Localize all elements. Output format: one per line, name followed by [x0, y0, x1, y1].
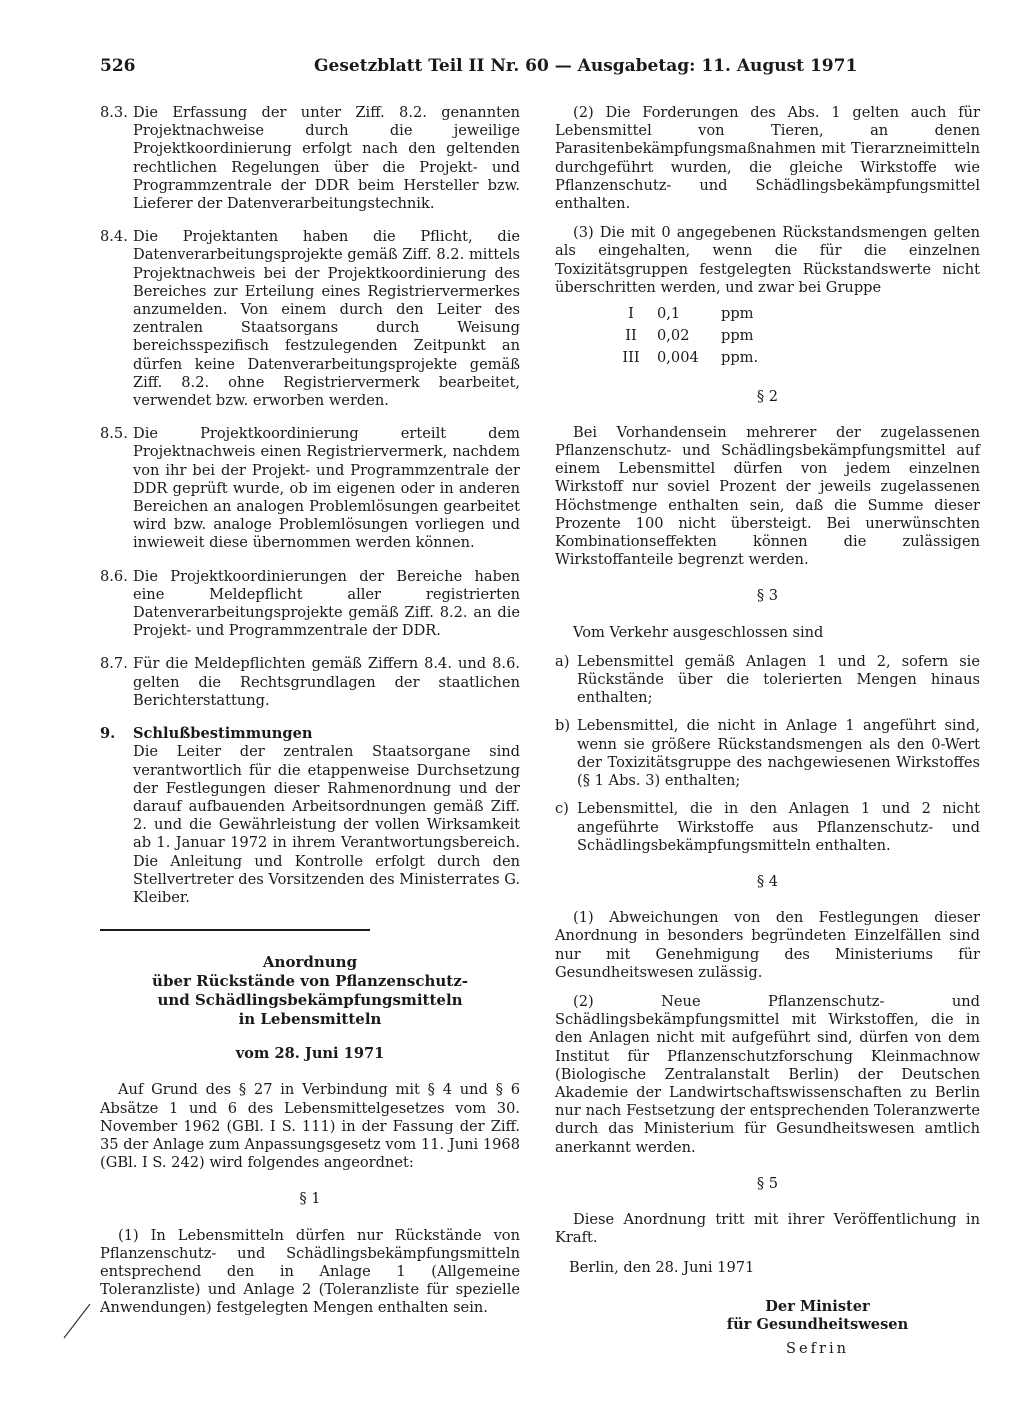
section-4-heading: § 4 [756, 872, 779, 890]
signature-title: Der Minister für Gesundheitswesen [726, 1297, 909, 1333]
ordinance-date: vom 28. Juni 1971 [235, 1045, 385, 1063]
section-3-heading: § 3 [756, 587, 779, 605]
clause-8-4 [100, 228, 520, 410]
section-3-intro: Vom Verkehr ausgeschlossen sind [573, 623, 824, 641]
signer-name: Sefrin [785, 1339, 850, 1357]
section-5-heading: § 5 [756, 1174, 779, 1192]
clause-text: Für die Meldepflichten gemäß Ziffern 8.4. und 8.6. gelten die Rechtsgrundlagen der staatlichen Berichterstattung. [133, 655, 520, 709]
ordinance-preamble: Auf Grund des § 27 in Verbindung mit § 4 und § 6 Absätze 1 und 6 des Lebensmittelgesetzes vom 30. November 1962 (GBl. I S. 111) in der Fassung der Ziff. 35 der Anlage zum Anpassungsgesetz vom 11. Juni 1968 (GBl. I S. 242) wird folgendes angeordnet: [100, 1081, 520, 1172]
toxicity-table [619, 303, 772, 370]
section-text: Die Leiter der zentralen Staatsorgane sind verantwortlich für die etappenweise Durchsetzung der Festlegungen dieser Rahmenordnung und der darauf aufbauenden Arbeitsordnungen gemäß Ziff. 2. und die Gewährleistung der vollen Wirksamkeit ab 1. Januar 1972 in ihrem Verantwortungsbereich. Die Anleitung und Kontrolle erfolgt durch den Stellvertreter des Vorsitzenden des Ministerrates G. Kleiber. [133, 743, 520, 906]
section-heading: Schlußbestimmungen [133, 725, 313, 743]
toxicity-row: II 0,02 ppm [625, 327, 754, 345]
clause-number: 8.4. [100, 228, 128, 246]
place-and-date: Berlin, den 28. Juni 1971 [569, 1259, 755, 1277]
list-item: c) Lebensmittel, die in den Anlagen 1 und 2 nicht angeführte Wirkstoffe aus Pflanzenschutz- und Schädlingsbekämpfungsmitteln enthalten. [555, 800, 980, 854]
section-9 [100, 725, 520, 907]
left-column [100, 104, 520, 1329]
right-column [555, 104, 980, 1358]
clause-text: Die Erfassung der unter Ziff. 8.2. genannten Projektnachweise durch die jeweilige Projektkoordinierung erfolgt nach den geltenden rechtlichen Regelungen über die Projekt- und Programmzentrale der DDR beim Hersteller bzw. Lieferer der Datenverarbeitungstechnik. [133, 104, 520, 213]
section-4-paragraph-2: (2) Neue Pflanzenschutz- und Schädlingsbekämpfungsmittel mit Wirkstoffen, die in den Anlagen nicht mit aufgeführt sind, dürfen von dem Institut für Pflanzenschutzforschung Kleinmachnow (Biologische Zentralanstalt Berlin) der Deutschen Akademie der Landwirtschaftswissenschaften zu Berlin nur nach Festsetzung der entsprechenden Toleranzwerte durch das Ministerium für Gesundheitswesen amtlich anerkannt werden. [555, 992, 980, 1156]
section-1-paragraph-2: (2) Die Forderungen des Abs. 1 gelten auch für Lebensmittel von Tieren, an denen Parasitenbekämpfungsmaßnahmen mit Tierarzneimitteln durchgeführt wurden, die gleiche Wirkstoffe wie Pflanzenschutz- und Schädlingsbekämpfungsmittel enthalten. [555, 104, 980, 213]
ordinance-title: Anordnung über Rückstände von Pflanzenschutz- und Schädlingsbekämpfungsmitteln in Lebensmitteln [152, 953, 468, 1029]
clause-text: Die Projektkoordinierungen der Bereiche haben eine Meldepflicht aller registrierten Datenverarbeitungsprojekte gemäß Ziff. 8.2. an die Projekt- und Programmzentrale der DDR. [133, 567, 520, 640]
list-item: a) Lebensmittel gemäß Anlagen 1 und 2, sofern sie Rückstände über die tolerierten Mengen hinaus enthalten; [555, 652, 980, 707]
section-2-text: Bei Vorhandensein mehrerer der zugelassenen Pflanzenschutz- und Schädlingsbekämpfungsmittel auf einem Lebensmittel dürfen von jedem einzelnen Wirkstoff nur soviel Prozent der jeweils zugelassenen Höchstmenge enthalten sein, daß die Summe dieser Prozente 100 nicht übersteigt. Bei unerwünschten Kombinationseffekten können die zulässigen Wirkstoffanteile begrenzt werden. [555, 423, 980, 569]
clause-8-7 [100, 655, 520, 710]
toxicity-row: I 0,1 ppm [628, 305, 754, 323]
section-4-paragraph-1: (1) Abweichungen von den Festlegungen dieser Anordnung in besonders begründeten Einzelfällen sind nur mit Genehmigung des Ministeriums für Gesundheitswesen zulässig. [555, 909, 980, 981]
section-number: 9. [100, 725, 116, 743]
section-divider [100, 929, 370, 931]
clause-number: 8.6. [100, 567, 128, 585]
list-item: b) Lebensmittel, die nicht in Anlage 1 angeführt sind, wenn sie größere Rückstandsmengen als den 0-Wert der Toxizitätsgruppe des nachgewiesenen Wirkstoffes (§ 1 Abs. 3) enthalten; [555, 717, 980, 790]
clause-text: Die Projektkoordinierung erteilt dem Projektnachweis einen Registriervermerk, nachdem von ihr bei der Projekt- und Programmzentrale der DDR geprüft wurde, ob im eigenen oder in anderen Bereichen an analogen Problemlösungen gearbeitet wird bzw. analoge Problemlösungen vorliegen und inwieweit diese übernommen werden können. [133, 425, 520, 552]
clause-number: 8.5. [100, 425, 128, 443]
section-1-paragraph-1: (1) In Lebensmitteln dürfen nur Rückstände von Pflanzenschutz- und Schädlingsbekämpfungsmitteln entsprechend den in Anlage 1 (Allgemeine Toleranzliste) und Anlage 2 (Toleranzliste für spezielle Anwendungen) festgelegten Mengen enthalten sein. [100, 1226, 520, 1317]
section-1-heading: § 1 [299, 1190, 321, 1208]
section-2-heading: § 2 [756, 387, 779, 405]
clause-number: 8.3. [100, 104, 128, 121]
clause-8-5 [100, 425, 520, 552]
clause-8-6 [100, 568, 520, 641]
section-1-paragraph-3: (3) Die mit 0 angegebenen Rückstandsmengen gelten als eingehalten, wenn die für die einzelnen Toxizitätsgruppen festgelegten Rückstandswerte nicht überschritten werden, und zwar bei Gruppe [555, 224, 980, 296]
clause-text: Die Projektanten haben die Pflicht, die Datenverarbeitungsprojekte gemäß Ziff. 8.2. mittels Projektnachweis bei der Projektkoordinierung des Bereiches zur Erteilung eines Registriervermerkes anzumelden. Von einem durch den Leiter des zentralen Staatsorgans durch Weisung bereichsspezifisch festzulegenden Zeitpunkt an dürfen keine Datenverarbeitungsprojekte gemäß Ziff. 8.2. ohne Registriervermerk bearbeitet, verwendet bzw. erworben werden. [133, 228, 520, 410]
clause-8-3 [100, 104, 520, 213]
page-number: 526 [100, 56, 136, 76]
section-5-text: Diese Anordnung tritt mit ihrer Veröffentlichung in Kraft. [555, 1210, 980, 1247]
pencil-mark-icon [62, 1300, 92, 1340]
page-header [100, 56, 980, 82]
clause-number: 8.7. [100, 655, 128, 673]
toxicity-row: III 0,004 ppm. [622, 349, 759, 367]
gazette-title: Gesetzblatt Teil II Nr. 60 — Ausgabetag: 11. August 1971 [314, 56, 858, 76]
